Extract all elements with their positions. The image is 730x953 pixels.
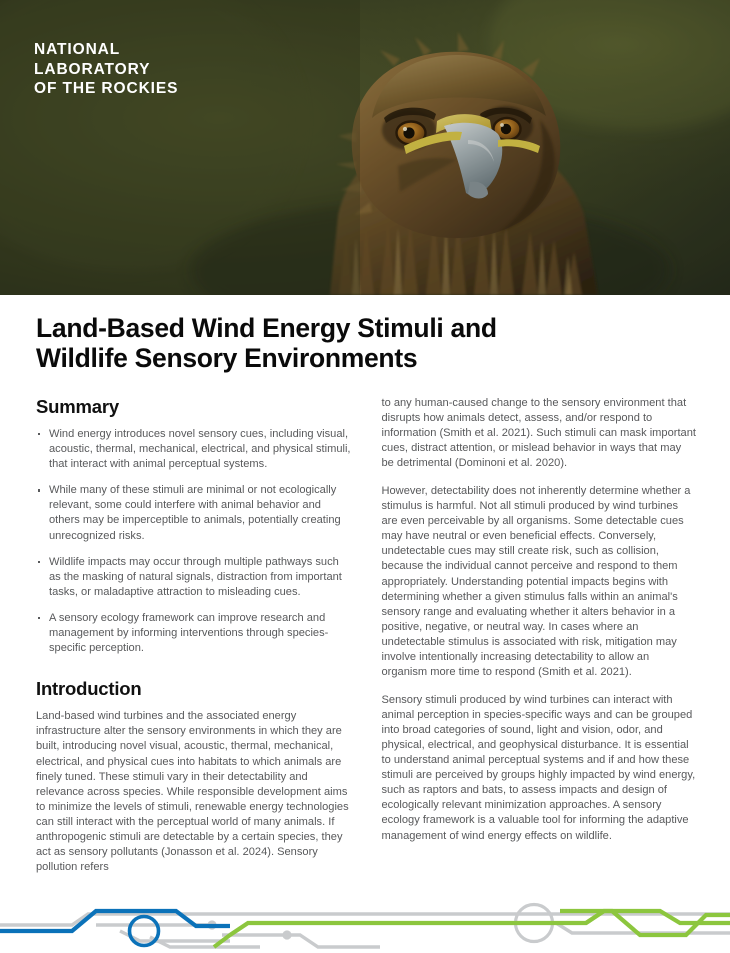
right-paragraph-3: Sensory stimuli produced by wind turbines can interact with animal perception in species-specific ways and can be grouped into broad categories of sound, light and vision, odor, and physical, electrical, and geophysical disturbance. It is essential to understand animal perceptual systems and if and how these stimuli are perceived by groups highly impacted by wind energy, such as raptors and bats, to assess impacts and design of ecologically relevant minimization approaches. A sensory ecology framework is a valuable tool for informing the adaptive management of wind energy effects on wildlife. (381, 693, 696, 842)
lab-logo (34, 40, 178, 99)
logo-line-1: NATIONAL (34, 41, 121, 58)
introduction-heading: Introduction (36, 678, 142, 700)
left-column (36, 396, 351, 875)
introduction-paragraph: Land-based wind turbines and the associated energy infrastructure alter the sensory environments in which they are built, introducing novel visual, acoustic, thermal, mechanical, electrical, and physical cues into habitats to which animals are finely tuned. These stimuli vary in their detectability and relevance across species. While responsible development aims to minimize the levels of stimuli, renewable energy technologies can still interact with the perceptual world of many animals. If anthropogenic stimuli are detectable by a certain species, they act as sensory pollutants (Jonasson et al. 2024). Sensory pollution refers (36, 710, 349, 874)
right-column (382, 396, 697, 875)
summary-heading: Summary (36, 396, 119, 417)
logo-line-2: LABORATORY (34, 60, 151, 78)
list-item: Wildlife impacts may occur through multiple pathways such as the masking of natural signals, distraction from important tasks, or maladaptive attraction to misleading cues. (36, 555, 351, 600)
right-paragraph-1: to any human-caused change to the sensory environment that disrupts how animals detect, assess, and/or respond to information (Smith et al. 2021). Such stimuli can mask important cues, distract attention, or mislead behavior in ways that may be detrimental (Dominoni et al. 2020). (381, 397, 696, 470)
circuit-line-decoration (0, 893, 730, 953)
page-title-line-1: Land-Based Wind Energy Stimuli and (36, 313, 497, 343)
logo-line-3: OF THE ROCKIES (34, 80, 179, 97)
hero-banner (0, 0, 730, 295)
page-title-line-2: Wildlife Sensory Environments (36, 343, 418, 373)
list-item: A sensory ecology framework can improve research and management by informing interventions through species-specific perception. (36, 611, 351, 656)
list-item: Wind energy introduces novel sensory cues, including visual, acoustic, thermal, mechanical, electrical, and physical stimuli, that interact with animal perceptual systems. (36, 427, 351, 472)
right-paragraph-2: However, detectability does not inherently determine whether a stimulus is harmful. Not all stimuli produced by wind turbines are even perceivable by all organisms. Some detectable cues may have neutral or even beneficial effects. Conversely, undetectable cues may still create risk, such as collision, because the individual cannot perceive and respond to them appropriately. Understanding potential impacts begins with determining whether a given stimulus falls within an animal's sensory range and evaluating whether it alters behavior in a positive, negative, or neutral way. In cases where an undetectable stimulus is associated with risk, mitigation may involve intentionally increasing detectability to allow an organism more time to respond (Smith et al. 2021). (381, 484, 691, 679)
content-columns (36, 396, 696, 875)
summary-bullet-list (36, 427, 351, 656)
page-title (36, 313, 636, 373)
list-item: While many of these stimuli are minimal or not ecologically relevant, some could interfere with animal behavior and others may be imperceptible to animals, potentially creating unrecognized risks. (36, 483, 351, 543)
